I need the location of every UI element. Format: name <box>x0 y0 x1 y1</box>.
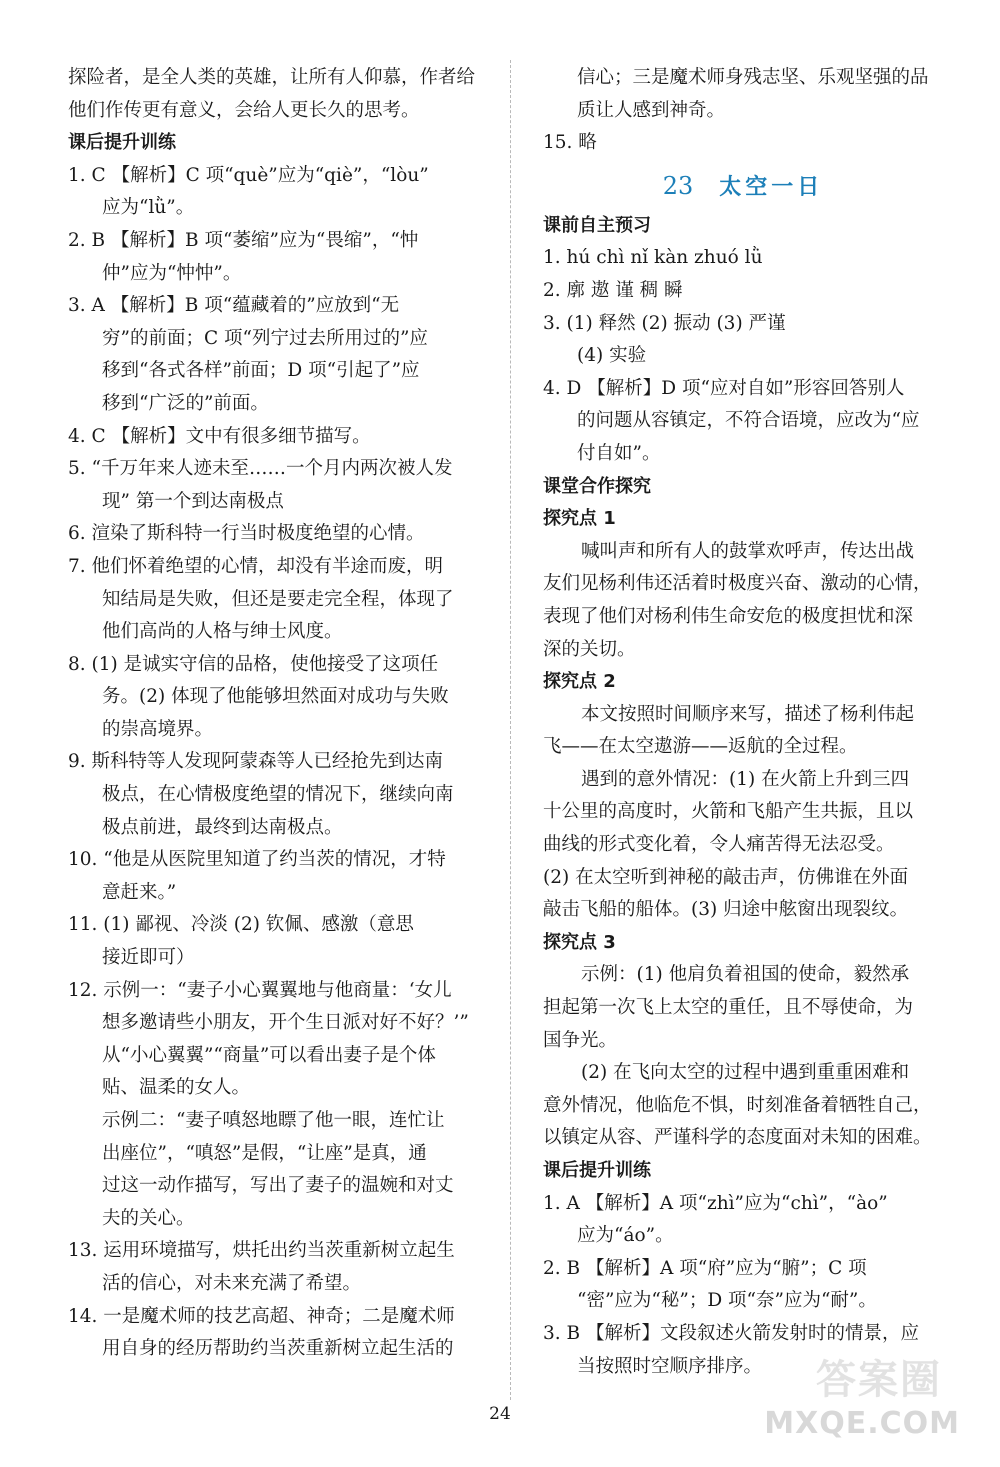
text-line: 应为“áo”。 <box>577 1225 674 1247</box>
text-line: 务。(2) 体现了他能够坦然面对成功与失败 <box>102 686 449 708</box>
text-line: 想多邀请些小朋友，开个生日派对好不好？’” <box>102 1012 469 1034</box>
text-line: (4) 实验 <box>577 345 647 367</box>
text-line: 敲击飞船的船体。(3) 归途中舷窗出现裂纹。 <box>543 899 909 921</box>
text-line: 的崇高境界。 <box>102 718 214 740</box>
watermark-url: MXQE.COM <box>764 1406 960 1441</box>
left-column <box>68 62 478 1366</box>
text-line: 2. B 【解析】A 项“府”应为“腑”；C 项 <box>543 1257 867 1279</box>
right-column <box>543 62 943 1383</box>
text-line: 2. 廓 遨 谨 稠 瞬 <box>543 279 683 301</box>
text-line: 深的关切。 <box>543 638 636 660</box>
text-line: 他们作传更有意义，会给人更长久的思考。 <box>68 99 420 121</box>
section-heading: 探究点 2 <box>543 671 616 693</box>
text-line: 移到“广泛的”前面。 <box>102 392 269 414</box>
text-line: 14. 一是魔术师的技艺高超、神奇；二是魔术师 <box>68 1305 455 1327</box>
text-line: 示例：(1) 他肩负着祖国的使命，毅然承 <box>581 964 910 986</box>
text-line: 1. C 【解析】C 项“què”应为“qiè”，“lòu” <box>68 164 429 186</box>
section-heading: 课后提升训练 <box>68 132 176 154</box>
text-line: 意外情况，他临危不惧，时刻准备着牺牲自己， <box>543 1094 932 1116</box>
text-line: 应为“lǜ”。 <box>102 197 195 219</box>
text-line: 以镇定从容、严谨科学的态度面对未知的困难。 <box>543 1127 932 1149</box>
column-divider <box>510 60 511 1400</box>
text-line: 用自身的经历帮助约当茨重新树立起生活的 <box>102 1338 454 1360</box>
text-line: 15. 略 <box>543 132 597 154</box>
text-line: 贴、温柔的女人。 <box>102 1077 251 1099</box>
text-line: 10. “他是从医院里知道了约当茨的情况，才特 <box>68 849 446 871</box>
text-line: 4. C 【解析】文中有很多细节描写。 <box>68 425 371 447</box>
text-line: 他们高尚的人格与绅士风度。 <box>102 621 343 643</box>
text-line: “密”应为“秘”；D 项“奈”应为“耐”。 <box>577 1290 877 1312</box>
text-line: 十公里的高度时，火箭和飞船产生共振，且以 <box>543 801 914 823</box>
text-line: 担起第一次飞上太空的重任，且不辱使命，为 <box>543 997 914 1019</box>
text-line: (2) 在飞向太空的过程中遇到重重困难和 <box>581 1062 910 1084</box>
text-line: 12. 示例一：“妻子小心翼翼地与他商量：‘女儿 <box>68 979 452 1001</box>
text-line: 付自如”。 <box>577 442 661 464</box>
text-line: 表现了他们对杨利伟生命安危的极度担忧和深 <box>543 605 914 627</box>
text-line: 信心；三是魔术师身残志坚、乐观坚强的品 <box>577 67 929 88</box>
text-line: 遇到的意外情况：(1) 在火箭上升到三四 <box>581 768 910 790</box>
text-line: 喊叫声和所有人的鼓掌欢呼声，传达出战 <box>581 540 915 562</box>
text-line: 7. 他们怀着绝望的心情，却没有半途而废，明 <box>68 555 444 577</box>
text-line: 从“小心翼翼”“商量”可以看出妻子是个体 <box>102 1044 436 1066</box>
text-line: 5. “千万年来人迹未至……一个月内两次被人发 <box>68 458 453 480</box>
text-line: 夫的关心。 <box>102 1207 195 1229</box>
section-heading: 探究点 1 <box>543 508 616 530</box>
text-line: 友们见杨利伟还活着时极度兴奋、激动的心情， <box>543 573 932 595</box>
text-line: 质让人感到神奇。 <box>577 99 726 121</box>
text-line: 出座位”，“嗔怒”是假，“让座”是真，通 <box>102 1142 427 1164</box>
text-line: 活的信心，对未来充满了希望。 <box>102 1272 362 1294</box>
text-line: 仲”应为“忡忡”。 <box>102 262 242 284</box>
section-heading: 课前自主预习 <box>543 214 651 236</box>
lesson-number: 23 <box>662 171 694 200</box>
text-line: 6. 渲染了斯科特一行当时极度绝望的心情。 <box>68 523 425 545</box>
section-heading: 课堂合作探究 <box>543 475 651 497</box>
text-line: 13. 运用环境描写，烘托出约当茨重新树立起生 <box>68 1240 455 1262</box>
lesson-title <box>543 164 943 208</box>
text-line: 本文按照时间顺序来写，描述了杨利伟起 <box>581 703 915 725</box>
text-line: 8. (1) 是诚实守信的品格，使他接受了这项任 <box>68 653 439 675</box>
text-line: 飞——在太空遨游——返航的全过程。 <box>543 736 858 758</box>
text-line: 极点，在心情极度绝望的情况下，继续向南 <box>102 784 454 806</box>
text-line: (2) 在太空听到神秘的敲击声，仿佛谁在外面 <box>543 866 909 888</box>
text-line: 当按照时空顺序排序。 <box>577 1355 763 1377</box>
text-line: 知结局是失败，但还是要走完全程，体现了 <box>102 588 454 610</box>
text-line: 接近即可） <box>102 947 195 969</box>
text-line: 2. B 【解析】B 项“萎缩”应为“畏缩”，“忡 <box>68 229 419 251</box>
text-line: 穷”的前面；C 项“列宁过去所用过的”应 <box>102 327 428 349</box>
text-line: 1. hú chì nǐ kàn zhuó lǜ <box>543 247 763 269</box>
text-line: 的问题从容镇定，不符合语境，应改为“应 <box>577 410 920 432</box>
page-number: 24 <box>489 1404 511 1424</box>
text-line: 现” 第一个到达南极点 <box>102 490 284 512</box>
text-line: 1. A 【解析】A 项“zhì”应为“chì”，“ào” <box>543 1192 888 1214</box>
lesson-title-text: 太空一日 <box>719 174 824 200</box>
section-heading: 探究点 3 <box>543 931 616 953</box>
text-line: 曲线的形式变化着，令人痛苦得无法忍受。 <box>543 834 895 856</box>
text-line: 3. A 【解析】B 项“蕴藏着的”应放到“无 <box>68 295 400 317</box>
section-heading: 课后提升训练 <box>543 1160 651 1181</box>
text-line: 极点前进，最终到达南极点。 <box>102 816 343 838</box>
text-line: 3. B 【解析】文段叙述火箭发射时的情景，应 <box>543 1322 920 1344</box>
text-line: 探险者，是全人类的英雄，让所有人仰慕，作者给 <box>68 67 476 88</box>
text-line: 3. (1) 释然 (2) 振动 (3) 严谨 <box>543 312 786 334</box>
text-line: 国争光。 <box>543 1029 618 1051</box>
text-line: 4. D 【解析】D 项“应对自如”形容回答别人 <box>543 377 905 399</box>
watermark-logo <box>732 1354 982 1449</box>
text-line: 11. (1) 鄙视、冷淡 (2) 钦佩、感激（意思 <box>68 914 414 936</box>
text-line: 意赶来。” <box>102 881 177 903</box>
text-line: 移到“各式各样”前面；D 项“引起了”应 <box>102 360 420 382</box>
watermark-cn: 答案圈 <box>816 1357 942 1403</box>
text-line: 9. 斯科特等人发现阿蒙森等人已经抢先到达南 <box>68 751 444 773</box>
text-line: 过这一动作描写，写出了妻子的温婉和对丈 <box>102 1175 454 1197</box>
text-line: 示例二：“妻子嗔怒地瞟了他一眼，连忙让 <box>102 1110 445 1131</box>
